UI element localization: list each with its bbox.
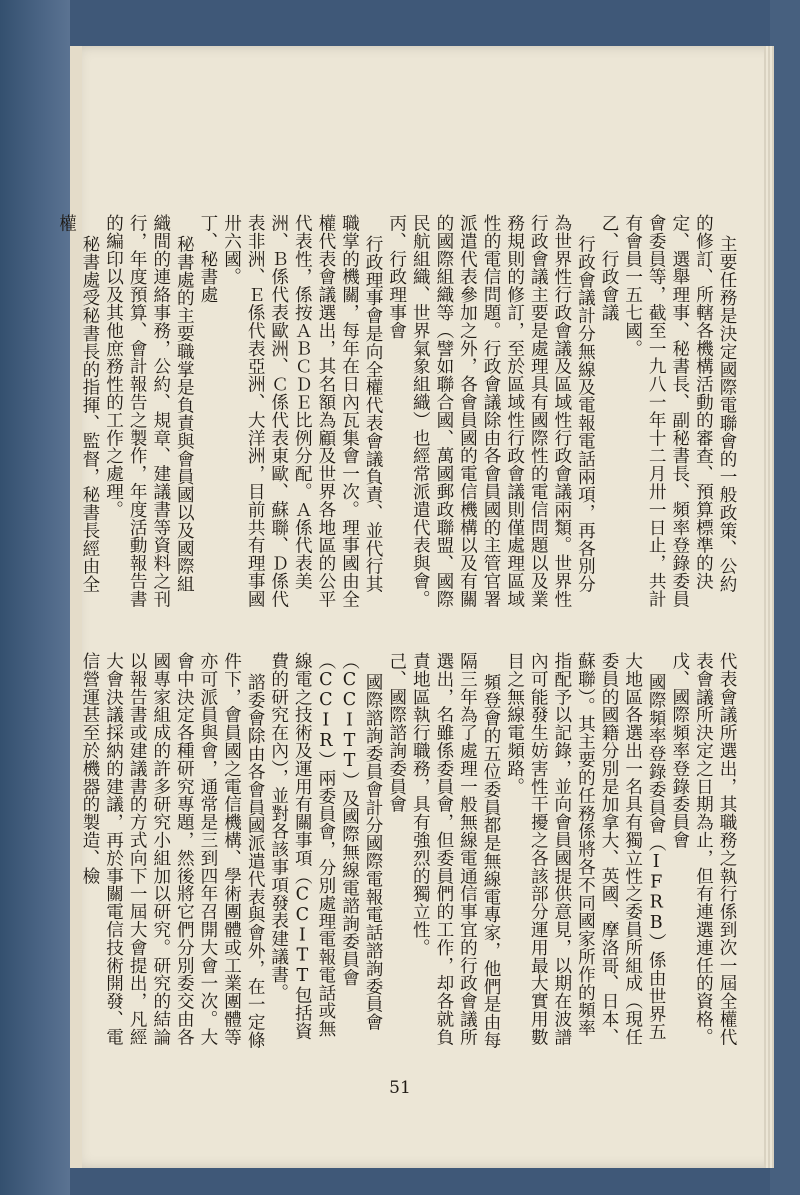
paragraph: 行政會議計分無線及電報電話兩項，再各別分為世界性行政會議及區域性行政會議兩類。世界性行政會議主要是處理具有國際性的電信問題以及業務規則的修訂，至於區域性行政會議則僅處理區域性的電信問題。行政會議除由各會員國的主管官署派遣代表參加之外，各會員國的電信機構以及有關的國際組織等（譬如聯合國、萬國郵政聯盟、國際民航組織、世界氣象組織）也經常派遣代表與會。 — [410, 214, 596, 608]
section-heading: 己、國際諮詢委員會 — [386, 652, 407, 814]
section-heading: 戊、國際頻率登錄委員會 — [669, 652, 690, 849]
paragraph: 國際諮詢委員會計分國際電報電話諮詢委員會（CCITT）及國際無線電諮詢委員會（CCIR）兩委員會，分別處理電報電話或無線電之技術及運用有關事項（CCITT包括資費的研究在內），並對各該事項發表建議書。 — [268, 652, 384, 1040]
paragraph: 代表會議所選出，其職務之執行係到次一屆全權代表會議所決定之日期為止，但有連選連任的資格。 — [693, 652, 737, 1046]
text-column-top — [56, 214, 738, 610]
paragraph: 秘書處受秘書長的指揮、監督，秘書長經由全權 — [56, 214, 100, 594]
paragraph: 國際頻率登錄委員會（IFRB）係由世界五大地區各選出一名具有獨立性之委員所組成（現任委員的國籍分別是加拿大、英國、摩洛哥、日本、蘇聯）。其主要的任務係將各不同國家所作的頻率指配予以記錄，並向會員國提供意見，以期在波譜內可能發生妨害性干擾之各該部分運用最大實用數目之無線電頻路。 — [504, 652, 667, 1046]
page-number: 51 — [389, 1078, 411, 1098]
section-heading: 乙、行政會議 — [599, 214, 620, 322]
section-heading: 丙、行政理事會 — [386, 214, 407, 340]
paragraph: 秘書處的主要職掌是負責與會員國以及國際組織間的連絡事務，公約、規章、建議書等資料之刊行，年度預算、會計報告之製作，年度活動報告書的編印以及其他庶務性的工作之處理。 — [103, 214, 195, 608]
book-cover-edge — [770, 0, 800, 1195]
paragraph: 主要任務是決定國際電聯會的一般政策、公約的修訂、所轄各機構活動的審查、預算標準的決定、選舉理事、秘書長、副秘書長、頻率登錄委員會委員等，截至一九八一年十二月卅一日止，共計有會員一五七國。 — [622, 214, 737, 608]
paragraph: 頻登會的五位委員都是無線電專家，他們是由每隔三年為了處理一般無線電通信事宜的行政會議所選出，名雖係委員會，但委員們的工作，却各就負責地區執行職務，具有強烈的獨立性。 — [410, 652, 502, 1050]
paragraph: 行政理事會是向全權代表會議負責、並代行其職掌的機關，每年在日內瓦集會一次。理事國由全權代表會議選出，其名額為顧及世界各地區的公平代表性，係按ＡＢＣＤＥ比例分配。Ａ係代表美洲、Ｂ係代表歐洲、Ｃ係代表東歐、蘇聯、Ｄ係代表非洲、Ｅ係代表亞洲、大洋洲，目前共有理事國卅六國。 — [221, 214, 384, 608]
page-stack-edge — [764, 46, 774, 1168]
paragraph: 諮委會除由各會員國派遣代表與會外，在一定條件下，會員國之電信機構、學術團體或工業團體等亦可派員與會，通常是三到四年召開大會一次。大會中決定各種研究專題，然後將它們分別委交由各國專家組成的許多研究小組加以研究。研究的結論以報告書或建議書的方式向下一屆大會提出，凡經大會決議採納的建議，再於事關電信技術開發、電信營運甚至於機器的製造、檢 — [79, 652, 266, 1050]
section-heading: 丁、秘書處 — [197, 214, 218, 304]
text-column-bottom — [79, 652, 738, 1050]
